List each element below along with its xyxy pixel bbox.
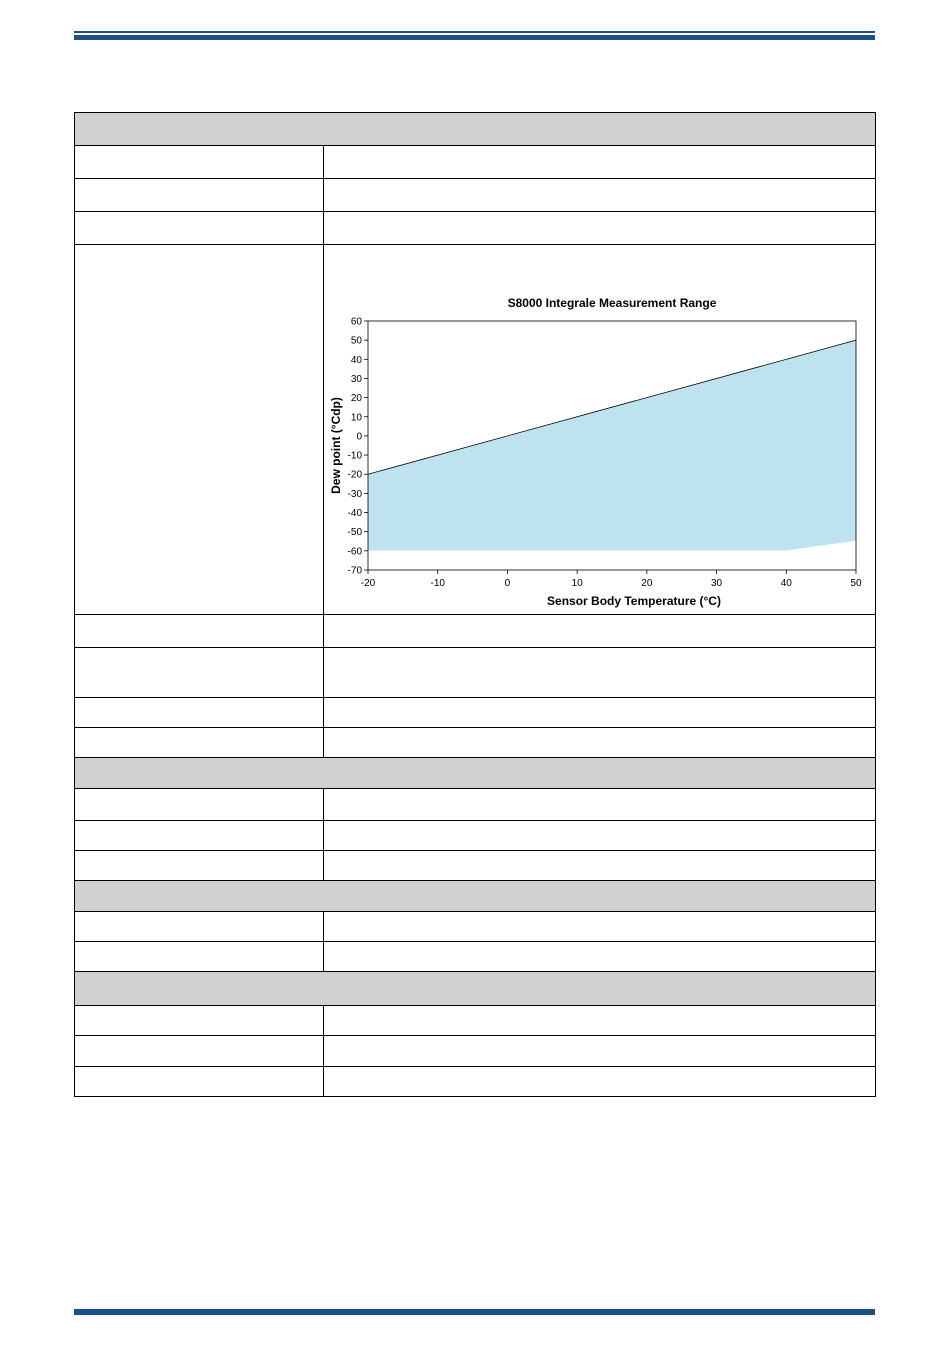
x-tick-label: 50 xyxy=(850,578,862,589)
section-header-row xyxy=(75,972,876,1006)
value-cell xyxy=(324,648,876,698)
label-cell xyxy=(75,648,324,698)
y-tick-label: 30 xyxy=(350,373,362,385)
table-row xyxy=(75,728,876,758)
table-row xyxy=(75,912,876,942)
y-tick-label: 0 xyxy=(356,431,362,443)
x-tick-label: 10 xyxy=(571,578,583,589)
x-tick-label: 30 xyxy=(711,578,723,589)
label-cell xyxy=(75,821,324,851)
table-row xyxy=(75,821,876,851)
section-header-row xyxy=(75,881,876,912)
label-cell xyxy=(75,615,324,648)
chart-row xyxy=(75,245,876,615)
label-cell xyxy=(75,698,324,728)
y-tick-label: 40 xyxy=(350,354,362,366)
value-cell xyxy=(324,942,876,972)
label-cell xyxy=(75,942,324,972)
value-cell xyxy=(324,728,876,758)
table-row xyxy=(75,789,876,821)
label-cell xyxy=(75,212,324,245)
value-cell xyxy=(324,179,876,212)
x-tick-label: -10 xyxy=(430,578,445,589)
section-header-cell xyxy=(75,881,876,912)
table-row xyxy=(75,648,876,698)
section-header-cell xyxy=(75,972,876,1006)
section-header-row xyxy=(75,113,876,146)
footer-rule xyxy=(74,1309,875,1315)
header-rule-thin xyxy=(74,31,875,33)
table-row xyxy=(75,146,876,179)
label-cell xyxy=(75,146,324,179)
section-header-cell xyxy=(75,758,876,789)
table-row xyxy=(75,1006,876,1036)
x-tick-label: 20 xyxy=(641,578,653,589)
label-cell xyxy=(75,179,324,212)
value-cell xyxy=(324,1036,876,1067)
x-tick-label: -20 xyxy=(360,578,376,589)
y-tick-label: 50 xyxy=(350,335,362,347)
x-tick-label: 40 xyxy=(780,578,792,589)
table-row xyxy=(75,942,876,972)
section-header-cell xyxy=(75,113,876,146)
section-header-row xyxy=(75,758,876,789)
value-cell xyxy=(324,851,876,881)
y-tick-label: 10 xyxy=(350,412,362,424)
value-cell xyxy=(324,1067,876,1097)
value-cell xyxy=(324,212,876,245)
y-tick-label: 60 xyxy=(350,316,362,328)
y-tick-label: -20 xyxy=(347,469,362,481)
label-cell xyxy=(75,789,324,821)
value-cell xyxy=(324,146,876,179)
table-row xyxy=(75,1067,876,1097)
value-cell xyxy=(324,912,876,942)
range-area xyxy=(368,340,856,551)
label-cell xyxy=(75,912,324,942)
value-cell xyxy=(324,789,876,821)
chart-title: S8000 Integrale Measurement Range xyxy=(507,296,717,310)
table-row xyxy=(75,698,876,728)
x-axis-label: Sensor Body Temperature (°C) xyxy=(547,594,721,608)
measurement-range-chart xyxy=(324,245,875,614)
table-row xyxy=(75,615,876,648)
value-cell xyxy=(324,821,876,851)
table-row xyxy=(75,212,876,245)
y-tick-label: -10 xyxy=(347,450,362,462)
value-cell xyxy=(324,1006,876,1036)
label-cell xyxy=(75,851,324,881)
x-tick-label: 0 xyxy=(504,578,511,589)
y-tick-label: -60 xyxy=(347,546,362,558)
y-axis-label: Dew point (°Cdp) xyxy=(329,397,343,494)
y-tick-label: -50 xyxy=(347,527,362,539)
specification-table xyxy=(74,112,876,1097)
label-cell xyxy=(75,1067,324,1097)
label-cell xyxy=(75,1036,324,1067)
value-cell xyxy=(324,615,876,648)
label-cell xyxy=(75,728,324,758)
table-row xyxy=(75,1036,876,1067)
chart-cell xyxy=(324,245,876,615)
label-cell xyxy=(75,1006,324,1036)
label-cell xyxy=(75,245,324,615)
y-tick-label: -30 xyxy=(347,488,362,500)
table-row xyxy=(75,851,876,881)
y-tick-label: -40 xyxy=(347,508,362,520)
value-cell xyxy=(324,698,876,728)
header-rule-thick xyxy=(74,35,875,40)
y-tick-label: -70 xyxy=(347,565,362,577)
table-row xyxy=(75,179,876,212)
y-tick-label: 20 xyxy=(350,393,362,405)
